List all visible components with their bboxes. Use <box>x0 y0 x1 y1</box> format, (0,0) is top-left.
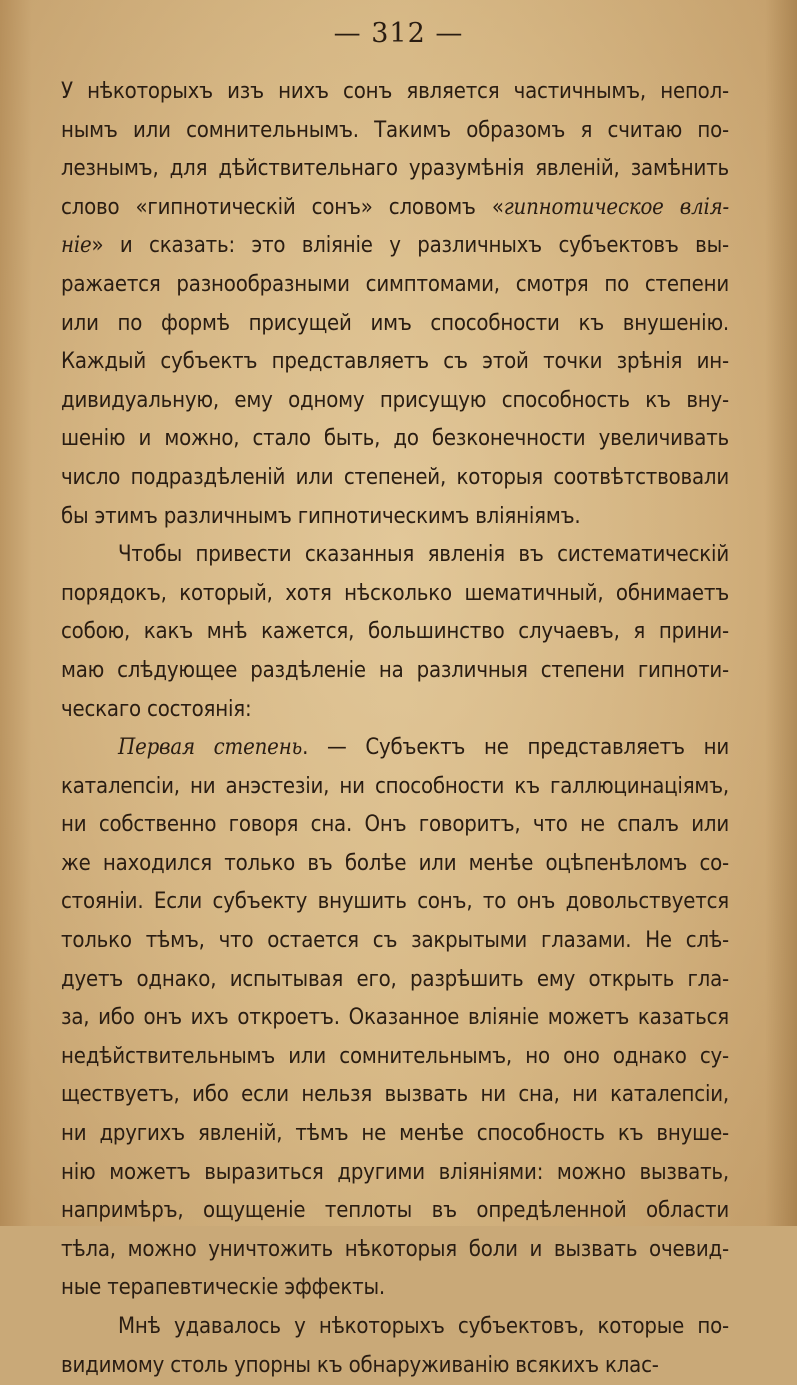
text-run: » и сказать: это вліяніе у различныхъ субъектовъ вы- <box>91 233 729 259</box>
text-line <box>61 652 729 691</box>
italic-text: ніе <box>61 233 92 259</box>
text-run: же находился только въ болѣе или менѣе оцѣпенѣломъ со- <box>61 850 729 876</box>
text-line <box>61 382 729 421</box>
text-run: слово «гипнотическій сонъ» словомъ « <box>61 194 504 220</box>
text-line <box>61 1192 729 1231</box>
text-run: шенію и можно, стало быть, до безконечности увеличивать <box>61 426 729 452</box>
paragraph <box>61 73 729 536</box>
body-text <box>61 73 729 1385</box>
text-run: нымъ или сомнительнымъ. Такимъ образомъ я считаю по- <box>61 117 729 143</box>
text-run: маю слѣдующее раздѣленіе на различныя степени гипноти- <box>61 657 729 683</box>
text-run: каталепсіи, ни анэстезіи, ни способности къ галлюцинаціямъ, <box>61 773 729 799</box>
text-line <box>61 266 729 305</box>
text-run: ществуетъ, ибо если нельзя вызвать ни сна, ни каталепсіи, <box>61 1082 729 1108</box>
text-line <box>61 691 729 730</box>
text-line <box>61 1231 729 1270</box>
text-line <box>61 1154 729 1193</box>
text-line <box>61 498 729 537</box>
italic-text: гипнотическое влія- <box>503 194 730 220</box>
text-run: ни собственно говоря сна. Онъ говоритъ, что не спалъ или <box>61 812 729 838</box>
text-line <box>61 999 729 1038</box>
text-line <box>61 845 729 884</box>
text-run: недѣйствительнымъ или сомнительнымъ, но оно однако су- <box>61 1043 729 1069</box>
paragraph <box>61 729 729 1308</box>
text-line <box>61 1038 729 1077</box>
text-run: ческаго состоянія: <box>61 696 252 722</box>
text-line <box>61 420 729 459</box>
text-run: или по формѣ присущей имъ способности къ внушенію. <box>61 310 729 336</box>
italic-text: Первая степень <box>118 735 303 761</box>
text-run: лезнымъ, для дѣйствительнаго уразумѣнія явленій, замѣнить <box>61 156 729 182</box>
text-run: нію можетъ выразиться другими вліяніями: можно вызвать, <box>61 1159 729 1185</box>
text-run: порядокъ, который, хотя нѣсколько шематичный, обнимаетъ <box>61 580 729 606</box>
page-number: — 312 — <box>333 18 464 49</box>
text-run: У нѣкоторыхъ изъ нихъ сонъ является частичнымъ, непол- <box>61 79 729 104</box>
text-line <box>61 961 729 1000</box>
text-line <box>61 536 729 575</box>
text-line <box>61 1308 729 1347</box>
text-line <box>61 150 729 189</box>
text-run: Чтобы привести сказанныя явленія въ систематическій <box>118 542 729 568</box>
text-run: тѣла, можно уничтожить нѣкоторыя боли и вызвать очевид- <box>61 1236 729 1262</box>
text-run: стояніи. Если субъекту внушить сонъ, то онъ довольствуется <box>61 889 729 915</box>
text-line <box>61 1076 729 1115</box>
text-run: бы этимъ различнымъ гипнотическимъ вліяніямъ. <box>61 503 581 529</box>
text-run: . — Субъектъ не представляетъ ни <box>302 735 729 761</box>
text-run: собою, какъ мнѣ кажется, большинство случаевъ, я прини- <box>61 619 729 645</box>
paragraph <box>61 536 729 729</box>
text-line <box>61 343 729 382</box>
text-run: видимому столь упорны къ обнаруживанію всякихъ клас- <box>61 1352 659 1378</box>
text-run: дивидуальную, ему одному присущую способность къ вну- <box>61 387 729 413</box>
text-line <box>61 806 729 845</box>
text-line <box>61 883 729 922</box>
text-line <box>61 613 729 652</box>
text-line <box>61 575 729 614</box>
text-run: число подраздѣленій или степеней, которыя соотвѣтствовали <box>61 464 729 490</box>
text-line <box>61 922 729 961</box>
text-line <box>61 768 729 807</box>
text-line <box>61 459 729 498</box>
text-run: ражается разнообразными симптомами, смотря по степени <box>61 271 729 297</box>
text-line <box>61 729 729 768</box>
text-line <box>61 1269 729 1308</box>
text-run: за, ибо онъ ихъ откроетъ. Оказанное вліяніе можетъ казаться <box>61 1005 729 1031</box>
text-line <box>61 112 729 151</box>
text-run: дуетъ однако, испытывая его, разрѣшить ему открыть гла- <box>61 966 729 992</box>
text-line <box>61 1347 729 1385</box>
text-line <box>61 189 729 228</box>
text-line <box>61 305 729 344</box>
text-run: ные терапевтическіе эффекты. <box>61 1275 385 1301</box>
text-run: только тѣмъ, что остается съ закрытыми глазами. Не слѣ- <box>61 928 729 954</box>
text-run: Мнѣ удавалось у нѣкоторыхъ субъектовъ, которые по- <box>118 1314 729 1339</box>
paragraph <box>61 1308 729 1385</box>
text-run: Каждый субъектъ представляетъ съ этой точки зрѣнія ин- <box>61 349 729 375</box>
text-line <box>61 227 729 266</box>
text-run: ни другихъ явленій, тѣмъ не менѣе способность къ внуше- <box>61 1121 729 1147</box>
text-line <box>61 73 729 112</box>
text-run: напримѣръ, ощущеніе теплоты въ опредѣленной области <box>61 1198 729 1224</box>
text-line <box>61 1115 729 1154</box>
